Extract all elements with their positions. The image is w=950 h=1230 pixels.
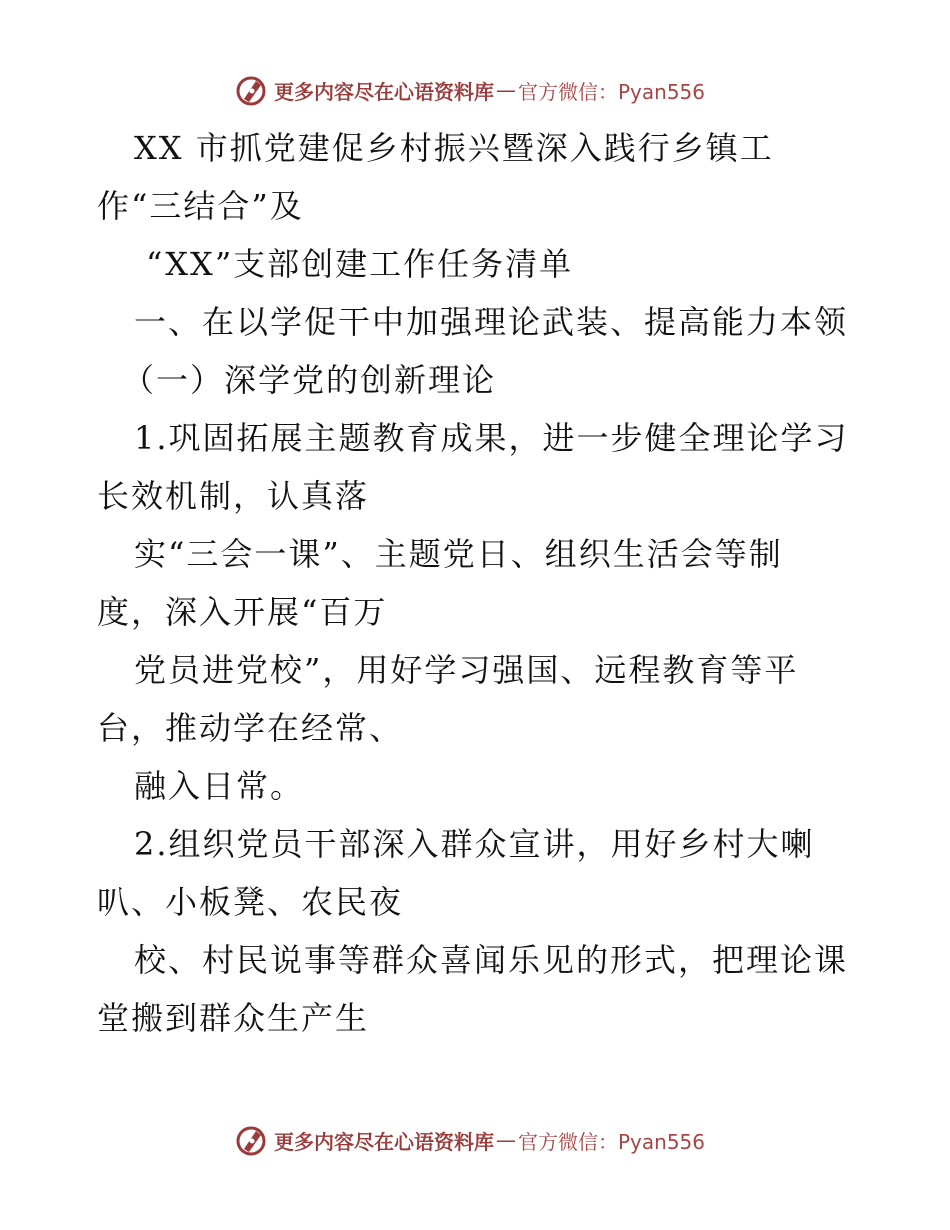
pen-nib-logo-icon [234, 73, 268, 107]
doc-title-line-3: “XX”支部创建工作任务清单 [146, 245, 574, 283]
item-1-line-1: 1.巩固拓展主题教育成果，进一步健全理论学习 [134, 419, 849, 457]
item-2-line-3: 校、村民说事等群众喜闻乐见的形式，把理论课 [134, 941, 849, 979]
doc-title-line-1: XX 市抓党建促乡村振兴暨深入践行乡镇工 [134, 129, 774, 167]
watermark-separator: — [496, 1128, 516, 1152]
item-2-line-4: 堂搬到群众生产生 [97, 999, 370, 1037]
watermark-brand-text: 更多内容尽在心语资料库 [274, 79, 494, 104]
item-1-line-4: 度，深入开展“百万 [97, 593, 388, 631]
doc-title-line-2: 作“三结合”及 [97, 187, 304, 225]
item-1-line-6: 台，推动学在经常、 [97, 709, 404, 747]
subsection-heading-1: （一）深学党的创新理论 [122, 361, 497, 399]
section-heading-1: 一、在以学促干中加强理论武装、提高能力本领 [134, 303, 849, 341]
watermark-banner-top [234, 72, 705, 108]
item-1-line-2: 长效机制，认真落 [97, 477, 370, 515]
watermark-brand-text: 更多内容尽在心语资料库 [274, 1129, 494, 1154]
watermark-wechat-text: 官方微信：Pyan556 [518, 1129, 706, 1154]
item-2-line-1: 2.组织党员干部深入群众宣讲，用好乡村大喇 [134, 825, 815, 863]
watermark-banner-bottom [234, 1122, 705, 1158]
pen-nib-logo-icon [234, 1123, 268, 1157]
watermark-separator: — [496, 78, 516, 102]
watermark-wechat-text: 官方微信：Pyan556 [518, 79, 706, 104]
item-1-line-7: 融入日常。 [134, 767, 305, 805]
item-2-line-2: 叭、小板凳、农民夜 [97, 883, 404, 921]
item-1-line-3: 实“三会一课”、主题党日、组织生活会等制 [134, 535, 783, 573]
item-1-line-5: 党员进党校”，用好学习强国、远程教育等平 [134, 651, 799, 689]
